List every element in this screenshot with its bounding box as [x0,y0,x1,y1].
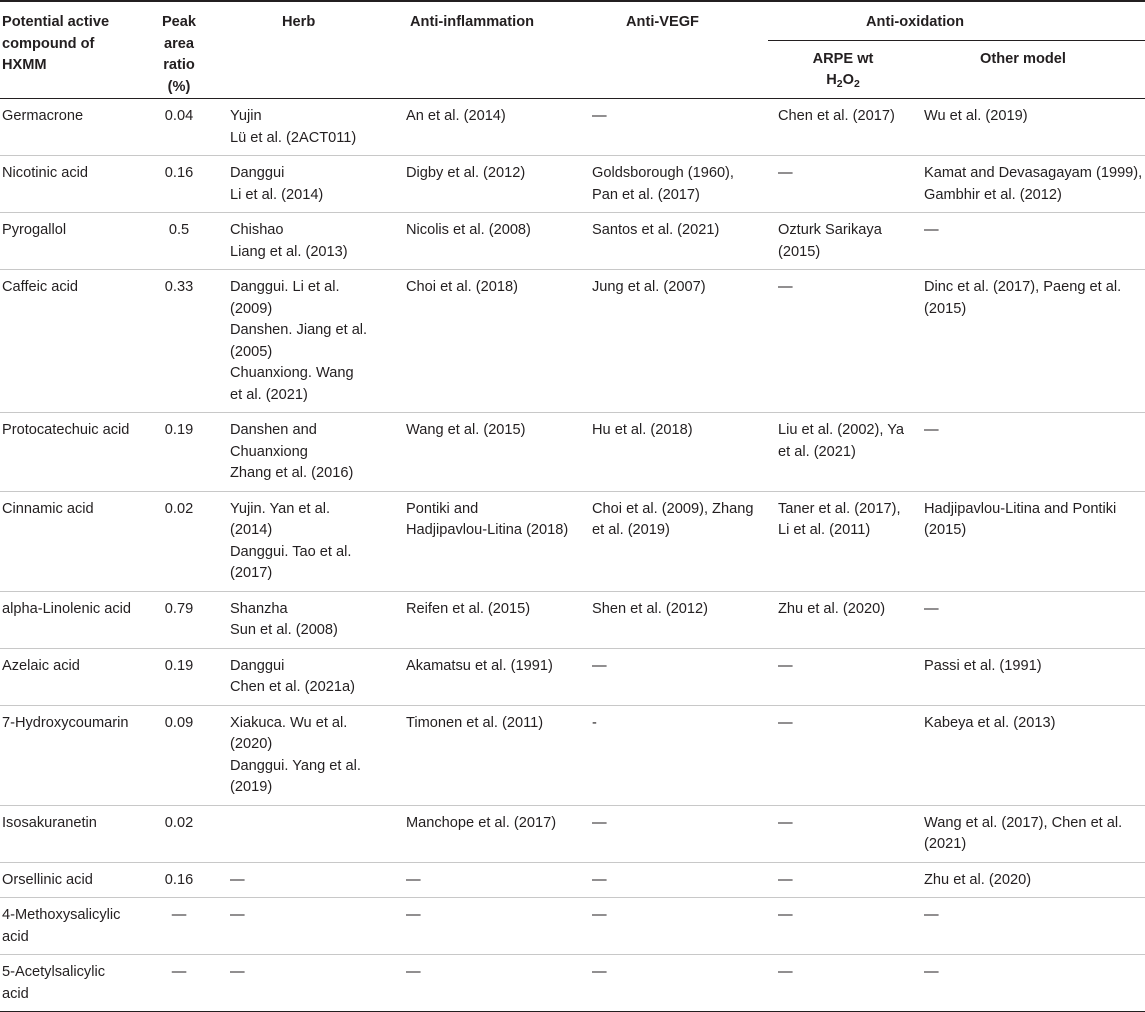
cell-line: Kabeya et al. (2013) [924,714,1056,731]
cell-other-model [918,591,1145,648]
cell-anti-inflammation [388,955,580,1012]
cell-line: Chen et al. (2017) [778,108,895,124]
cell-compound [0,898,158,955]
cell-line: — [924,907,939,923]
cell-line: Jung et al. (2007) [592,279,706,295]
cell-peak-ratio: 0.16 [158,862,200,898]
cell-line: Danggui [230,165,285,181]
cell-line: Taner et al. (2017), [778,500,901,517]
header-anti-inflammation: Anti-inflammation [410,14,535,30]
cell-peak-ratio: 0.04 [158,99,200,156]
cell-arpe-h2o2 [768,99,918,156]
cell-line: Passi et al. (1991) [924,657,1042,674]
cell-line: Germacrone [2,108,84,124]
cell-herb [200,213,388,270]
cell-line: Pan et al. (2017) [592,186,700,203]
cell-line: — [230,907,245,923]
cell-arpe-h2o2 [768,156,918,213]
cell-line: Shen et al. (2012) [592,600,709,617]
cell-line: Manchope et al. (2017) [406,814,557,831]
table-row [0,862,1145,898]
cell-anti-vegf [580,99,768,156]
cell-other-model [918,213,1145,270]
cell-compound [0,591,158,648]
cell-herb [200,705,388,805]
table-body [0,99,1145,1012]
cell-anti-vegf [580,862,768,898]
cell-herb [200,648,388,705]
cell-line: Hadjipavlou-Litina (2018) [406,522,569,538]
cell-other-model [918,270,1145,413]
cell-line: acid [2,928,29,945]
cell-compound [0,413,158,492]
cell-herb [200,413,388,492]
cell-herb [200,270,388,413]
cell-line: (2017) [230,565,273,581]
cell-arpe-h2o2 [768,591,918,648]
cell-line: Liang et al. (2013) [230,243,348,260]
cell-line: (2014) [230,522,273,538]
cell-line: — [778,871,793,888]
cell-line: — [924,964,939,980]
cell-anti-inflammation [388,705,580,805]
cell-line: — [778,714,793,731]
cell-line: Hadjipavlou-Litina and Pontiki [924,500,1117,517]
cell-arpe-h2o2 [768,862,918,898]
cell-line: Chuanxiong [230,443,308,460]
cell-line: — [592,871,607,888]
cell-other-model [918,648,1145,705]
cell-line: et al. (2019) [592,522,670,538]
cell-line: — [592,657,607,674]
cell-line: Sun et al. (2008) [230,622,338,638]
cell-line: 7-Hydroxycoumarin [2,714,129,731]
cell-line: Akamatsu et al. (1991) [406,657,553,674]
cell-line: Wu et al. (2019) [924,108,1028,124]
cell-line: — [924,600,939,617]
cell-line: Orsellinic acid [2,871,93,888]
cell-anti-vegf [580,213,768,270]
cell-arpe-h2o2 [768,705,918,805]
cell-peak-ratio: 0.79 [158,591,200,648]
cell-other-model [918,898,1145,955]
cell-compound [0,99,158,156]
cell-line: Dinc et al. (2017), Paeng et al. [924,279,1122,295]
cell-line: Kamat and Devasagayam (1999), [924,165,1143,181]
cell-other-model [918,491,1145,591]
cell-compound [0,491,158,591]
cell-anti-vegf [580,270,768,413]
cell-line: Nicolis et al. (2008) [406,222,531,238]
cell-anti-inflammation [388,270,580,413]
cell-herb [200,955,388,1012]
cell-line: — [592,814,607,831]
cell-anti-inflammation [388,805,580,862]
cell-line: — [778,907,793,923]
cell-line: Caffeic acid [2,279,78,295]
cell-anti-vegf [580,705,768,805]
cell-line: Danggui. Tao et al. [230,543,352,560]
cell-anti-inflammation [388,99,580,156]
cell-other-model [918,413,1145,492]
cell-line: Pontiki and [406,500,479,517]
cell-line: Danggui [230,657,285,674]
cell-compound [0,648,158,705]
cell-line: Danshen. Jiang et al. [230,322,368,338]
cell-line: Gambhir et al. (2012) [924,186,1062,203]
cell-peak-ratio: 0.09 [158,705,200,805]
cell-line: Isosakuranetin [2,814,97,831]
cell-line: (2021) [924,836,967,852]
cell-arpe-h2o2 [768,491,918,591]
cell-line: — [924,222,939,238]
cell-anti-inflammation [388,862,580,898]
cell-line: Protocatechuic acid [2,422,130,438]
cell-line: Choi et al. (2018) [406,279,518,295]
cell-line: — [592,907,607,923]
cell-peak-ratio: 0.5 [158,213,200,270]
cell-line: Ozturk Sarikaya [778,222,882,238]
cell-line: Cinnamic acid [2,500,94,517]
cell-anti-inflammation [388,898,580,955]
cell-line: Lü et al. (2ACT011) [230,129,357,146]
cell-line: — [406,964,421,980]
cell-herb [200,156,388,213]
cell-peak-ratio: 0.33 [158,270,200,413]
cell-line: Goldsborough (1960), [592,165,734,181]
cell-anti-inflammation [388,648,580,705]
cell-anti-vegf [580,491,768,591]
cell-line: acid [2,985,29,1002]
cell-line: (2020) [230,736,273,752]
cell-line: — [778,657,793,674]
cell-line: — [592,964,607,980]
cell-other-model [918,99,1145,156]
cell-line: Wang et al. (2017), Chen et al. [924,814,1123,831]
cell-anti-vegf [580,648,768,705]
cell-peak-ratio: 0.19 [158,413,200,492]
cell-peak-ratio: — [158,898,200,955]
cell-herb [200,862,388,898]
cell-arpe-h2o2 [768,898,918,955]
table-row [0,648,1145,705]
cell-line: — [406,871,421,888]
cell-line: et al. (2021) [230,386,308,403]
cell-peak-ratio: 0.02 [158,491,200,591]
cell-compound [0,805,158,862]
cell-line: - [592,714,597,731]
cell-line: Yujin [230,108,262,124]
cell-line: 5-Acetylsalicylic [2,964,105,980]
cell-anti-vegf [580,156,768,213]
cell-peak-ratio: 0.02 [158,805,200,862]
cell-line: Timonen et al. (2011) [406,714,544,731]
cell-line: — [778,964,793,980]
cell-compound [0,705,158,805]
cell-line: An et al. (2014) [406,108,506,124]
cell-arpe-h2o2 [768,413,918,492]
header-arpe-h2o2: ARPE wt $H_2O_2$ [812,50,874,91]
cell-line: Zhang et al. (2016) [230,465,354,481]
cell-compound [0,270,158,413]
cell-compound [0,156,158,213]
cell-compound [0,862,158,898]
header-compound: Potential active compound of HXMM [2,14,110,73]
header-anti-vegf: Anti-VEGF [626,14,699,30]
cell-line: Li et al. (2011) [778,522,871,538]
cell-anti-vegf [580,898,768,955]
cell-arpe-h2o2 [768,213,918,270]
cell-line: Chuanxiong. Wang [230,365,354,381]
header-peak-area-ratio: Peak area ratio (%) [161,14,197,95]
cell-other-model [918,805,1145,862]
table-row [0,805,1145,862]
cell-line: — [778,165,793,181]
cell-line: — [778,279,793,295]
cell-line: Azelaic acid [2,657,80,674]
header-anti-oxidation: Anti-oxidation [768,1,1145,40]
cell-arpe-h2o2 [768,955,918,1012]
cell-anti-vegf [580,591,768,648]
cell-line: Santos et al. (2021) [592,222,720,238]
cell-herb [200,898,388,955]
cell-herb [200,99,388,156]
cell-line: — [592,108,607,124]
cell-line: Nicotinic acid [2,165,88,181]
cell-other-model [918,156,1145,213]
cell-line: Danggui. Yang et al. [230,757,361,774]
table-row [0,413,1145,492]
cell-line: — [924,422,939,438]
cell-arpe-h2o2 [768,805,918,862]
cell-herb [200,805,388,862]
cell-other-model [918,862,1145,898]
cell-line: 4-Methoxysalicylic [2,907,121,923]
cell-line: Danggui. Li et al. [230,279,340,295]
table-row [0,591,1145,648]
cell-line: Pyrogallol [2,222,67,238]
cell-peak-ratio: 0.19 [158,648,200,705]
cell-other-model [918,705,1145,805]
cell-other-model [918,955,1145,1012]
cell-line: et al. (2021) [778,443,856,460]
header-other-model: Other model [980,50,1066,67]
cell-anti-inflammation [388,213,580,270]
cell-anti-vegf [580,955,768,1012]
cell-line: Chen et al. (2021a) [230,679,355,695]
cell-anti-inflammation [388,156,580,213]
cell-anti-inflammation [388,413,580,492]
cell-anti-inflammation [388,591,580,648]
cell-line: (2015) [924,522,967,538]
cell-line: Wang et al. (2015) [406,422,526,438]
cell-line: — [230,871,245,888]
cell-anti-vegf [580,805,768,862]
cell-herb [200,491,388,591]
table-row [0,705,1145,805]
cell-line: (2019) [230,779,273,795]
cell-line: Li et al. (2014) [230,186,324,203]
cell-line: — [778,814,793,831]
cell-line: — [230,964,245,980]
cell-line: Zhu et al. (2020) [924,871,1032,888]
cell-line: Digby et al. (2012) [406,165,526,181]
cell-compound [0,213,158,270]
cell-line: Yujin. Yan et al. [230,500,331,517]
table-row [0,491,1145,591]
cell-line: alpha-Linolenic acid [2,600,131,617]
cell-anti-vegf [580,413,768,492]
cell-compound [0,955,158,1012]
cell-line: (2005) [230,343,273,360]
cell-line: Choi et al. (2009), Zhang [592,500,754,517]
cell-line: Xiakuca. Wu et al. [230,714,348,731]
cell-line: Liu et al. (2002), Ya [778,422,905,438]
cell-arpe-h2o2 [768,270,918,413]
table-row [0,898,1145,955]
table-row [0,213,1145,270]
cell-anti-inflammation [388,491,580,591]
cell-peak-ratio: 0.16 [158,156,200,213]
cell-line: Zhu et al. (2020) [778,600,886,617]
table-row [0,270,1145,413]
cell-line: Shanzha [230,600,288,617]
header-herb: Herb [282,14,316,30]
table-row [0,99,1145,156]
cell-line: (2009) [230,300,273,317]
cell-line: Reifen et al. (2015) [406,600,531,617]
cell-line: (2015) [924,300,967,317]
cell-peak-ratio: — [158,955,200,1012]
cell-line: Danshen and [230,422,317,438]
cell-line: (2015) [778,243,821,260]
cell-line: — [406,907,421,923]
cell-line: Hu et al. (2018) [592,422,693,438]
table-row [0,955,1145,1012]
table-row [0,156,1145,213]
cell-arpe-h2o2 [768,648,918,705]
cell-herb [200,591,388,648]
cell-line: Chishao [230,222,284,238]
